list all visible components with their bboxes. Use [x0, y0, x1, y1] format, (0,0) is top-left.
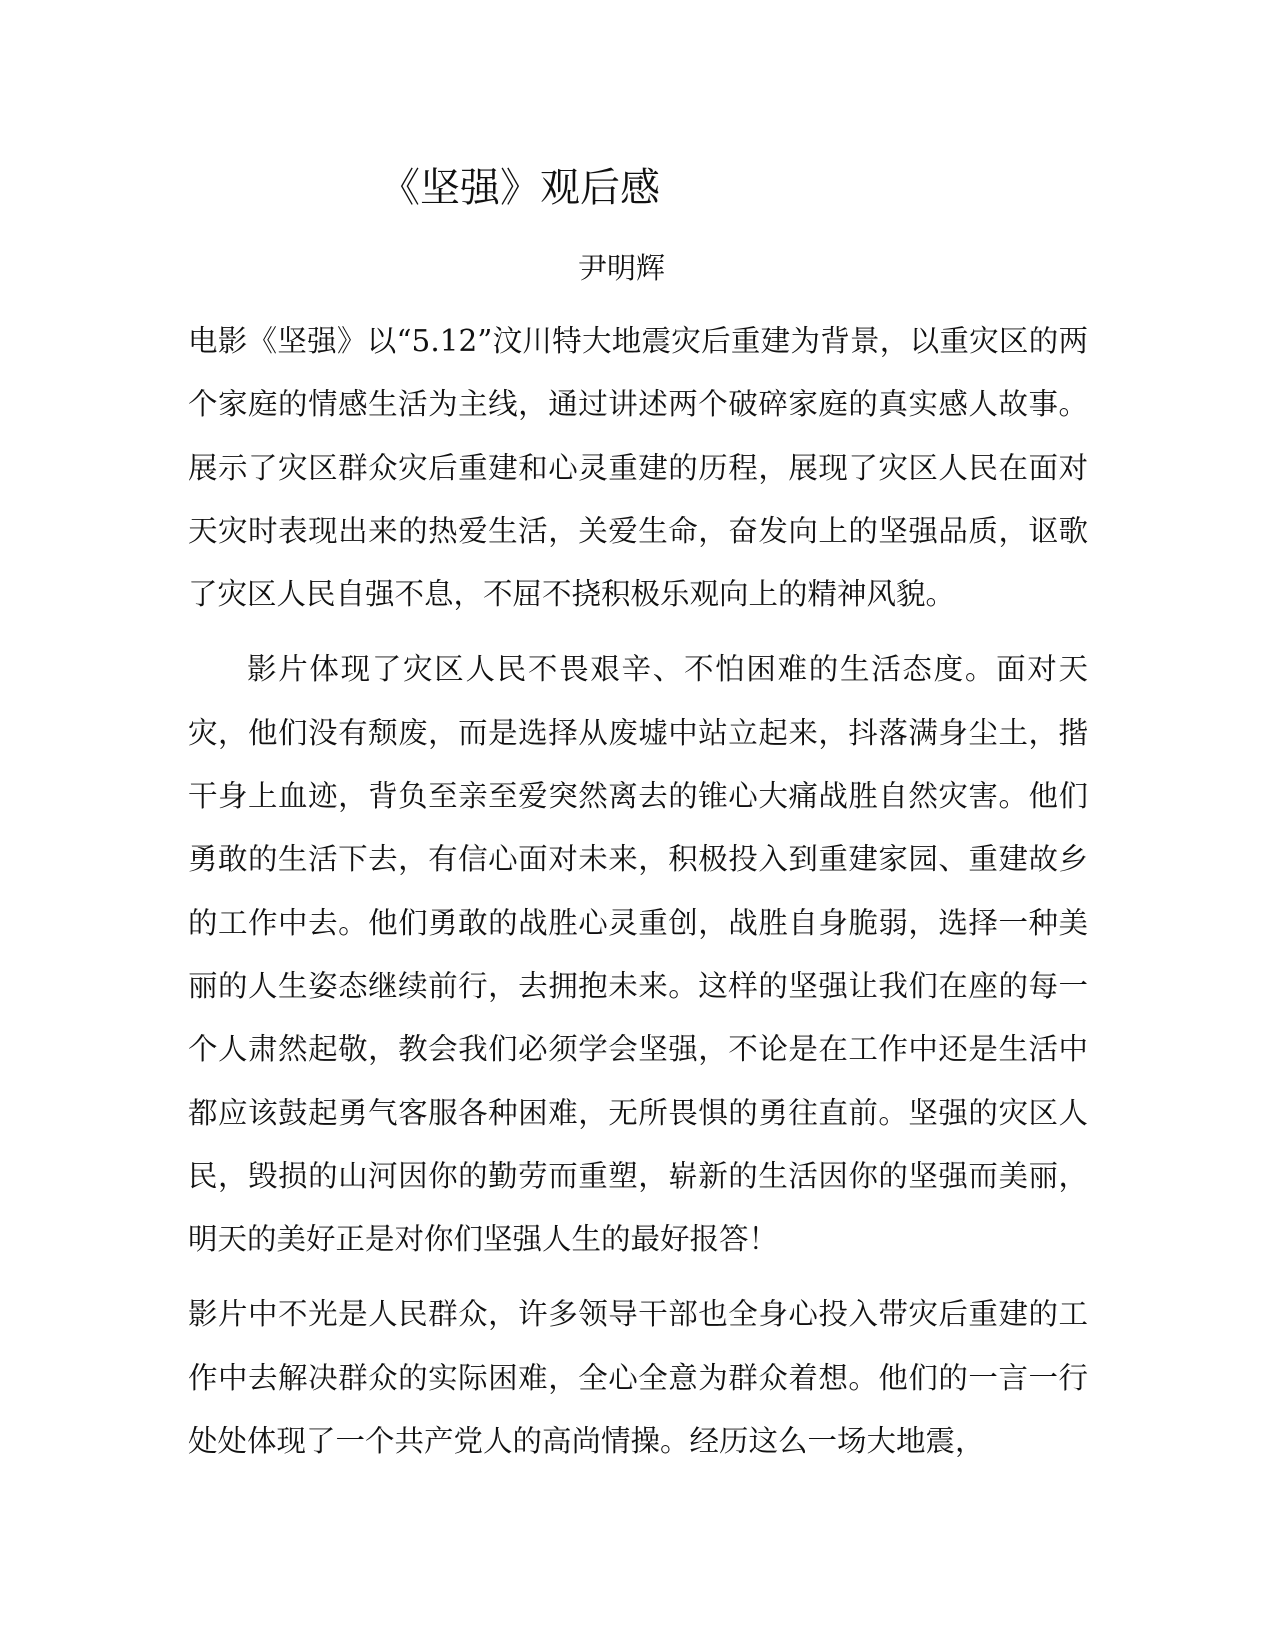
document-author: 尹明辉	[578, 251, 666, 285]
document-body	[188, 310, 1088, 1473]
paragraph-2: 影片体现了灾区人民不畏艰辛、不怕困难的生活态度。面对天灾，他们没有颓废，而是选择从废墟中站立起来，抖落满身尘土，揩干身上血迹，背负至亲至爱突然离去的锥心大痛战胜自然灾害。他们勇敢的生活下去，有信心面对未来，积极投入到重建家园、重建故乡的工作中去。他们勇敢的战胜心灵重创，战胜自身脆弱，选择一种美丽的人生姿态继续前行，去拥抱未来。这样的坚强让我们在座的每一个人肃然起敬，教会我们必须学会坚强，不论是在工作中还是生活中都应该鼓起勇气客服各种困难，无所畏惧的勇往直前。坚强的灾区人民，毁损的山河因你的勤劳而重塑，崭新的生活因你的坚强而美丽，明天的美好正是对你们坚强人生的最好报答！	[188, 652, 1088, 1257]
document-title: 《坚强》观后感	[380, 165, 660, 211]
paragraph-3: 影片中不光是人民群众，许多领导干部也全身心投入带灾后重建的工作中去解决群众的实际困难，全心全意为群众着想。他们的一言一行处处体现了一个共产党人的高尚情操。经历这么一场大地震，	[188, 1297, 1088, 1459]
paragraph-1: 电影《坚强》以“5.12”汶川特大地震灾后重建为背景，以重灾区的两个家庭的情感生活为主线，通过讲述两个破碎家庭的真实感人故事。展示了灾区群众灾后重建和心灵重建的历程，展现了灾区人民在面对天灾时表现出来的热爱生活，关爱生命，奋发向上的坚强品质，讴歌了灾区人民自强不息，不屈不挠积极乐观向上的精神风貌。	[188, 324, 1088, 612]
